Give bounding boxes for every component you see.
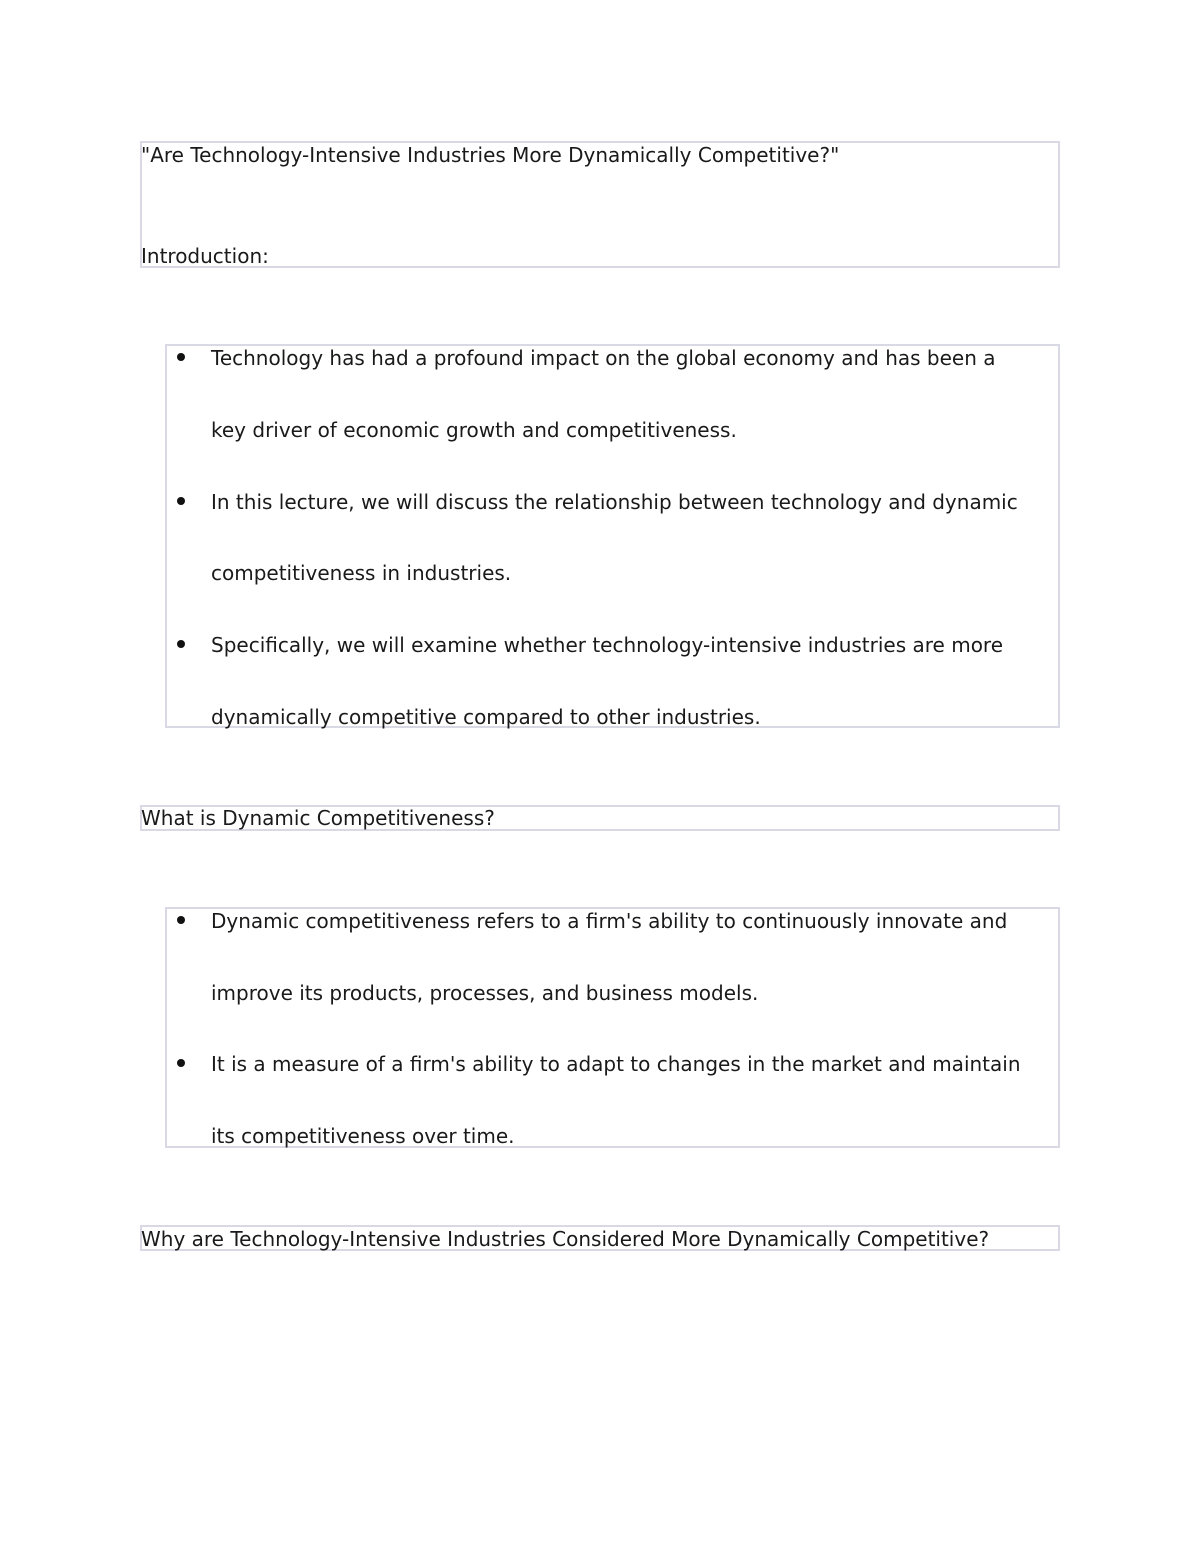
document-title: "Are Technology-Intensive Industries More Dynamically Competitive?" — [141, 143, 840, 167]
list-item-continuation: improve its products, processes, and business models. — [211, 981, 759, 1005]
list-item-continuation: key driver of economic growth and competitiveness. — [211, 418, 737, 442]
bullet-icon — [177, 640, 185, 648]
list-item: In this lecture, we will discuss the relationship between technology and dynamic — [211, 490, 1018, 514]
list-item: It is a measure of a firm's ability to adapt to changes in the market and maintain — [211, 1052, 1021, 1076]
list-item-continuation: competitiveness in industries. — [211, 561, 512, 585]
intro-bullet-list — [165, 344, 1060, 728]
bullet-icon — [177, 1059, 185, 1067]
section3-heading: Why are Technology-Intensive Industries Considered More Dynamically Competitive? — [141, 1227, 990, 1251]
introduction-heading: Introduction: — [141, 244, 269, 268]
list-item: Specifically, we will examine whether technology-intensive industries are more — [211, 633, 1004, 657]
list-item-continuation: dynamically competitive compared to other industries. — [211, 705, 761, 729]
bullet-icon — [177, 916, 185, 924]
section2-heading: What is Dynamic Competitiveness? — [141, 806, 495, 830]
bullet-icon — [177, 497, 185, 505]
list-item: Technology has had a profound impact on the global economy and has been a — [211, 346, 996, 370]
section2-bullet-list — [165, 907, 1060, 1148]
bullet-icon — [177, 353, 185, 361]
list-item-continuation: its competitiveness over time. — [211, 1124, 515, 1148]
list-item: Dynamic competitiveness refers to a firm's ability to continuously innovate and — [211, 909, 1008, 933]
